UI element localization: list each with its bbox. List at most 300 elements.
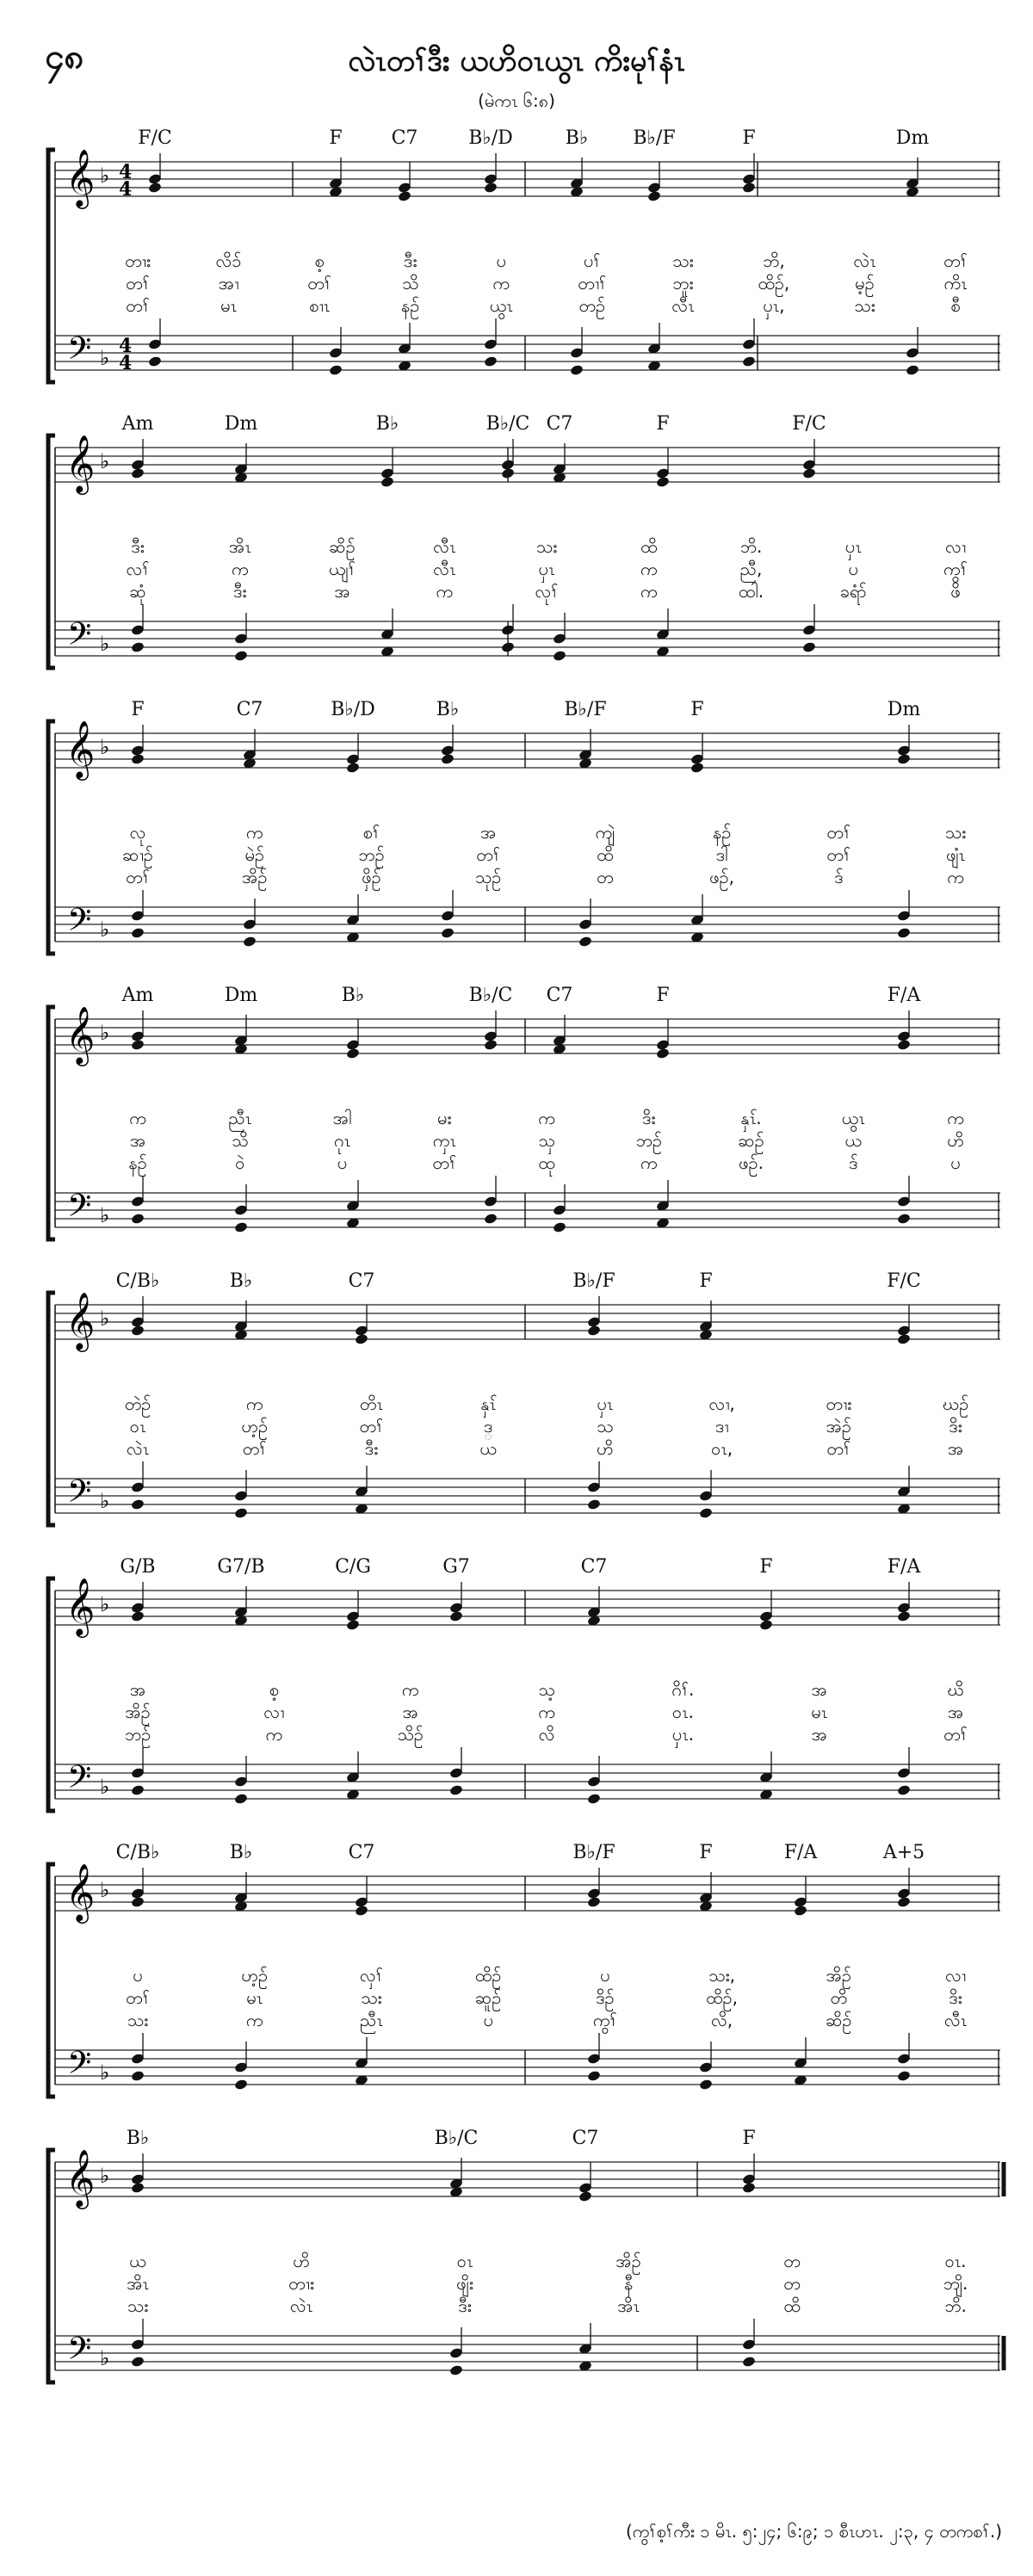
lyric-syllable: နီ: [623, 2273, 634, 2294]
lyric-syllable: ကိၤ: [943, 273, 968, 293]
lyric-syllable: တၢး: [826, 1393, 852, 1414]
lyric-syllable: တၢ်: [359, 1416, 384, 1436]
flat-sign-icon: ♭: [100, 2060, 110, 2085]
chord-symbol: B♭: [436, 699, 460, 720]
bass-notehead: [131, 1784, 145, 1796]
score-system: [43, 1842, 1007, 2117]
bass-notehead: [234, 1221, 249, 1233]
lyric-syllable: လဲၤ: [289, 2295, 313, 2316]
chord-symbol: C7: [236, 699, 263, 720]
lyric-syllable: ဒိဉ်: [596, 1987, 615, 2008]
chord-symbol: F/C: [887, 1270, 921, 1292]
lyric-syllable: က: [436, 581, 454, 602]
lyric-syllable: ဘိ.: [944, 2295, 967, 2316]
system-bracket: [48, 2150, 55, 2382]
chord-symbol: B♭/C: [486, 413, 530, 435]
lyric-syllable: ဂုၤ: [334, 1130, 350, 1151]
lyric-syllable: ဒ္: [483, 1416, 493, 1436]
treble-clef-icon: 𝄞: [65, 720, 96, 778]
chord-symbol: Dm: [887, 699, 921, 720]
lyric-syllable: နဉ်: [128, 1152, 147, 1173]
score-system: [43, 985, 1007, 1260]
chord-symbol: C7: [580, 1556, 608, 1578]
chord-symbol: C/B♭: [115, 1842, 160, 1863]
lyric-syllable: ဖိ: [950, 581, 961, 602]
lyric-syllable: ဖဉ်.: [739, 1152, 764, 1173]
chord-symbol: Dm: [224, 985, 258, 1006]
time-signature-denominator: 4: [119, 352, 133, 374]
lyric-syllable: ထု: [538, 1152, 555, 1173]
lyric-syllable: စ့: [314, 250, 325, 271]
lyric-syllable: စီ: [950, 295, 961, 316]
lyric-syllable: လၢ်: [126, 559, 150, 579]
chord-symbol: B♭: [565, 127, 589, 149]
treble-clef-icon: 𝄞: [65, 1863, 96, 1921]
lyric-syllable: ဝဲ: [235, 1152, 245, 1173]
treble-clef-icon: 𝄞: [65, 2148, 96, 2207]
lyric-syllable: က: [947, 867, 964, 887]
hymn-title: လဲၤတၢ်ဒီး ယဟိဝၤယွၤ ကိးမုၢ်နံၤ: [348, 44, 685, 78]
lyric-syllable: ဆုံ: [129, 581, 146, 602]
chord-symbol: F/C: [138, 127, 172, 149]
lyric-syllable: ဟ့ဉ်: [241, 1965, 269, 1986]
flat-sign-icon: ♭: [100, 164, 110, 188]
lyric-syllable: ဂိၢ်.: [671, 1679, 695, 1700]
lyric-syllable: ဝၤ: [129, 1416, 146, 1436]
lyric-syllable: ပှၤ.: [671, 1724, 694, 1745]
lyric-syllable: အိဉ်: [125, 1702, 151, 1722]
lyric-syllable: ဃဉ်: [942, 1393, 969, 1414]
lyric-syllable: ဟိ: [947, 1130, 964, 1151]
lyric-syllable: သး: [672, 250, 694, 271]
chord-symbol: C/B♭: [115, 1270, 160, 1292]
lyric-syllable: ဒိး: [641, 1108, 656, 1128]
staff-system-graphic: [43, 413, 1007, 689]
lyric-syllable: ဒ်: [849, 1152, 858, 1173]
bass-notehead: [234, 1793, 249, 1805]
system-bracket: [48, 1007, 55, 1239]
lyric-syllable: မၤ: [246, 1987, 263, 2008]
lyric-syllable: သုဉ်: [474, 867, 502, 887]
bass-clef-icon: 𝄢: [67, 1188, 92, 1232]
lyric-syllable: ဘဉ်: [358, 844, 385, 865]
lyric-syllable: တၢ်: [826, 1438, 851, 1459]
lyric-syllable: ကှၤ: [432, 1130, 456, 1151]
lyric-syllable: ခရံာ်: [839, 581, 867, 602]
chord-symbol: B♭/F: [572, 1270, 615, 1292]
flat-sign-icon: ♭: [100, 735, 110, 759]
lyric-syllable: စၢ်: [362, 822, 380, 843]
flat-sign-icon: ♭: [100, 2164, 110, 2188]
flat-sign-icon: ♭: [100, 449, 110, 473]
bass-notehead: [131, 1213, 145, 1225]
bass-notehead: [449, 2364, 464, 2376]
lyric-syllable: အ: [334, 581, 350, 602]
lyric-syllable: ယ: [129, 2251, 146, 2271]
lyric-syllable: တၢ်: [126, 867, 150, 887]
lyric-syllable: အိၤ: [228, 536, 251, 557]
lyric-syllable: ဒီး: [232, 581, 247, 602]
flat-sign-icon: ♭: [100, 1878, 110, 1902]
lyric-syllable: ညီၤ: [228, 1108, 252, 1128]
lyric-syllable: အ: [811, 1724, 827, 1745]
chord-symbol: F: [329, 127, 343, 149]
lyric-syllable: ပ: [950, 1152, 961, 1173]
flat-sign-icon: ♭: [100, 1775, 110, 1799]
lyric-syllable: မ့ဉ်: [855, 273, 875, 293]
lyric-syllable: စ့: [269, 1679, 279, 1700]
lyric-syllable: ယ: [844, 1130, 862, 1151]
lyric-syllable: အိၤ: [617, 2295, 640, 2316]
lyric-syllable: အ: [479, 822, 497, 843]
lyric-syllable: လၢ: [944, 536, 967, 557]
lyric-syllable: သိ: [401, 273, 419, 293]
lyric-syllable: ဝၤ: [456, 2251, 473, 2271]
lyric-syllable: ဘူး: [672, 273, 694, 293]
lyric-syllable: နှၤ်.: [740, 1108, 762, 1128]
lyric-syllable: ပ: [483, 2010, 493, 2030]
lyric-syllable: က: [265, 1724, 283, 1745]
bass-notehead: [897, 1213, 912, 1225]
lyric-syllable: သး: [944, 822, 967, 843]
lyric-syllable: ညီ,: [739, 559, 763, 579]
chord-symbol: B♭/D: [331, 699, 375, 720]
chord-symbol: B♭/F: [633, 127, 676, 149]
lyric-syllable: နဉ်: [400, 295, 420, 316]
bass-notehead: [570, 364, 585, 376]
lyric-syllable: ယျၢ်: [329, 559, 356, 579]
chord-symbol: B♭/C: [468, 985, 513, 1006]
lyric-syllable: တၢၢ်: [578, 273, 607, 293]
bass-clef-icon: 𝄢: [67, 902, 92, 946]
lyric-syllable: အ: [402, 1702, 418, 1722]
lyric-syllable: ထိ: [640, 536, 658, 557]
lyric-syllable: ပှၤ: [597, 1393, 614, 1414]
lyric-syllable: ဘဉ်: [124, 1724, 152, 1745]
lyric-syllable: ယွၤ: [489, 295, 513, 316]
lyric-syllable: ပှၤ: [538, 559, 555, 579]
lyric-syllable: ပှၤ: [844, 536, 862, 557]
chord-symbol: F/A: [783, 1842, 818, 1863]
treble-clef-icon: 𝄞: [65, 434, 96, 492]
bass-notehead: [742, 355, 757, 368]
lyric-syllable: သိ: [232, 1130, 249, 1151]
lyric-syllable: ထိဉ်: [474, 1965, 502, 1986]
lyric-syllable: ပှၤ,: [763, 295, 785, 316]
lyric-syllable: တဲဉ်: [124, 1393, 152, 1414]
lyric-syllable: မး: [436, 1108, 452, 1128]
lyric-syllable: က: [129, 1108, 146, 1128]
lyric-syllable: ပ: [848, 559, 858, 579]
lyric-syllable: တၢ်: [943, 250, 968, 271]
lyric-syllable: က: [401, 1679, 419, 1700]
lyric-syllable: ဟိ: [293, 2251, 310, 2271]
chord-symbol: F: [742, 127, 756, 149]
bass-notehead: [897, 927, 912, 939]
lyric-syllable: လုၢ်: [535, 581, 559, 602]
lyric-syllable: သး: [854, 295, 875, 316]
lyric-syllable: ဒိး: [949, 1416, 962, 1436]
lyric-syllable: ပ: [496, 250, 506, 271]
chord-symbol: F/A: [887, 985, 921, 1006]
lyric-syllable: တၢ်: [126, 1987, 150, 2008]
lyric-syllable: ဖှိဉ်: [362, 867, 381, 887]
lyric-syllable: လၢ,: [708, 1393, 735, 1414]
lyric-syllable: အိဉ်: [826, 1965, 852, 1986]
lyric-syllable: လိ: [538, 1724, 555, 1745]
lyric-syllable: က: [245, 2010, 263, 2030]
chord-symbol: G7/B: [217, 1556, 265, 1578]
lyric-syllable: လဲၤ: [853, 250, 876, 271]
treble-clef-icon: 𝄞: [65, 1291, 96, 1350]
flat-sign-icon: ♭: [100, 1489, 110, 1513]
lyric-syllable: ဒိး: [949, 1987, 962, 2008]
bass-notehead: [578, 936, 593, 948]
chord-symbol: B♭: [229, 1270, 253, 1292]
chord-symbol: G/B: [120, 1556, 156, 1578]
bass-notehead: [484, 1213, 498, 1225]
score-system: [43, 2128, 1007, 2403]
lyric-syllable: လီၤ: [433, 559, 456, 579]
lyric-syllable: ဒါ: [715, 844, 728, 865]
chord-symbol: F: [690, 699, 704, 720]
lyric-syllable: ဆိဉ်: [329, 536, 356, 557]
lyric-syllable: အဲဉ်: [826, 1416, 852, 1436]
lyric-syllable: အိၤ: [127, 2273, 149, 2294]
system-bracket: [48, 1578, 55, 1811]
bass-clef-icon: 𝄢: [67, 1759, 92, 1803]
lyric-syllable: ဖျိး: [456, 2273, 473, 2294]
lyric-syllable: က: [492, 273, 510, 293]
lyric-syllable: လီၤ: [433, 536, 456, 557]
staff-system-graphic: [43, 699, 1007, 974]
lyric-syllable: က: [640, 1152, 658, 1173]
lyric-syllable: အၢ: [218, 273, 239, 293]
lyric-syllable: ထိဉ်,: [758, 273, 790, 293]
flat-sign-icon: ♭: [100, 1203, 110, 1227]
lyric-syllable: တၢ်: [826, 822, 851, 843]
lyric-syllable: ဖျံၤ: [945, 844, 966, 865]
lyric-syllable: ဒၢ: [714, 1416, 729, 1436]
bass-notehead: [441, 927, 455, 939]
lyric-syllable: လု: [129, 822, 146, 843]
chord-symbol: C7: [348, 1842, 375, 1863]
flat-sign-icon: ♭: [100, 917, 110, 942]
bass-notehead: [897, 2070, 912, 2082]
lyric-syllable: ကွၢ်: [943, 559, 968, 579]
lyric-syllable: သ: [597, 1416, 614, 1436]
chord-symbol: Am: [121, 985, 154, 1006]
lyric-syllable: ပ: [337, 1152, 348, 1173]
bass-notehead: [553, 650, 567, 662]
chord-symbol: B♭: [229, 1842, 253, 1863]
lyric-syllable: ဘဉ်: [635, 1130, 662, 1151]
lyric-syllable: ဘျိ.: [943, 2273, 968, 2294]
lyric-syllable: တၢ်: [126, 295, 150, 316]
lyric-syllable: လီၤ: [671, 295, 695, 316]
lyric-syllable: ညီၤ: [360, 2010, 383, 2030]
lyric-syllable: တ: [783, 2273, 801, 2294]
bass-notehead: [587, 2070, 602, 2082]
chord-symbol: F/A: [887, 1556, 921, 1578]
lyric-syllable: ယွၤ: [841, 1108, 865, 1128]
lyric-syllable: ပ: [600, 1965, 610, 1986]
system-bracket: [48, 721, 55, 954]
lyric-syllable: တၢ်: [126, 273, 150, 293]
staff-system-graphic: [43, 1556, 1007, 1832]
lyric-syllable: ဒီး: [403, 250, 418, 271]
lyric-syllable: ဒီး: [458, 2295, 472, 2316]
chord-symbol: C7: [546, 985, 573, 1006]
bass-notehead: [131, 927, 145, 939]
time-signature-denominator: 4: [119, 178, 133, 201]
lyric-syllable: တ: [783, 2251, 801, 2271]
bass-notehead: [329, 364, 343, 376]
lyric-syllable: ကျဲ: [595, 822, 615, 843]
staff-system-graphic: [43, 1842, 1007, 2117]
bass-notehead: [553, 1221, 567, 1233]
lyric-syllable: သ့: [538, 1679, 555, 1700]
bass-notehead: [449, 1784, 464, 1796]
lyric-syllable: ဒီး: [364, 1438, 379, 1459]
lyric-syllable: အ: [129, 1679, 146, 1700]
time-signature-numerator: 4: [119, 161, 133, 183]
lyric-syllable: တၢ်: [432, 1152, 457, 1173]
system-bracket: [48, 1864, 55, 2097]
score-system: [43, 413, 1007, 689]
lyric-syllable: တၢ်: [307, 273, 332, 293]
chord-symbol: G7: [442, 1556, 470, 1578]
lyric-syllable: သး: [127, 2295, 149, 2316]
lyric-syllable: သိဉ်: [397, 1724, 424, 1745]
lyric-syllable: က: [640, 581, 658, 602]
flat-sign-icon: ♭: [100, 1021, 110, 1045]
lyric-syllable: အိဉ်: [241, 867, 268, 887]
bass-notehead: [131, 2356, 145, 2368]
bass-notehead: [742, 2356, 757, 2368]
treble-clef-icon: 𝄞: [65, 1577, 96, 1635]
chord-symbol: F/C: [792, 413, 826, 435]
lyric-syllable: တဉ်: [578, 295, 606, 316]
lyric-syllable: ဆၢဉ်: [122, 844, 153, 865]
bass-notehead: [699, 1507, 714, 1519]
bass-notehead: [802, 641, 817, 653]
lyric-syllable: နှၤ်: [480, 1393, 497, 1414]
bass-clef-icon: 𝄢: [67, 1473, 92, 1517]
system-bracket: [48, 150, 55, 382]
flat-sign-icon: ♭: [100, 632, 110, 656]
lyric-syllable: သှ: [538, 1130, 555, 1151]
lyric-syllable: သး,: [708, 1965, 735, 1986]
lyric-syllable: ကွၢ်: [592, 2010, 617, 2030]
chord-symbol: B♭: [126, 2128, 150, 2149]
chord-symbol: B♭/C: [434, 2128, 479, 2149]
lyric-syllable: က: [245, 822, 263, 843]
score-system: [43, 1556, 1007, 1832]
lyric-syllable: ဆိဉ်: [826, 2010, 852, 2030]
bass-notehead: [234, 2079, 249, 2091]
lyric-syllable: ဟိ: [597, 1438, 614, 1459]
lyric-syllable: ဘိ.: [739, 536, 763, 557]
chord-symbol: C7: [391, 127, 418, 149]
chord-symbol: F: [699, 1842, 713, 1863]
lyric-syllable: လၢ: [944, 1965, 967, 1986]
lyric-syllable: ဝၤ,: [711, 1438, 733, 1459]
bass-notehead: [148, 355, 163, 368]
time-signature-numerator: 4: [119, 335, 133, 357]
lyric-syllable: တၢ်: [826, 844, 851, 865]
lyric-syllable: က: [538, 1108, 555, 1128]
lyric-syllable: တၢ်: [476, 844, 501, 865]
lyric-syllable: သး: [127, 2010, 149, 2030]
lyric-syllable: က: [947, 1108, 964, 1128]
chord-symbol: B♭: [375, 413, 399, 435]
score-system: [43, 699, 1007, 974]
lyric-syllable: သး: [361, 1987, 382, 2008]
chord-symbol: A+5: [882, 1842, 925, 1863]
lyric-syllable: ဒ်: [834, 867, 844, 887]
chord-symbol: Dm: [895, 127, 930, 149]
lyric-syllable: ပၢ်: [583, 250, 601, 271]
chord-symbol: C7: [572, 2128, 599, 2149]
bass-notehead: [234, 1507, 249, 1519]
bass-notehead: [906, 364, 920, 376]
bass-notehead: [484, 355, 498, 368]
bass-clef-icon: 𝄢: [67, 330, 92, 374]
lyric-syllable: စၢၤ: [309, 295, 331, 316]
bass-notehead: [587, 1793, 602, 1805]
bass-notehead: [587, 1498, 602, 1510]
lyric-syllable: တ: [597, 867, 614, 887]
chord-symbol: F: [759, 1556, 773, 1578]
bass-clef-icon: 𝄢: [67, 2331, 92, 2375]
chord-symbol: F: [699, 1270, 713, 1292]
lyric-syllable: လိၥ်: [215, 250, 242, 271]
bass-notehead: [243, 936, 257, 948]
lyric-syllable: က: [640, 559, 658, 579]
lyric-syllable: တၢး: [288, 2273, 314, 2294]
lyric-syllable: တိၤ: [359, 1393, 383, 1414]
lyric-syllable: ပ: [133, 1965, 143, 1986]
bass-notehead: [131, 1498, 145, 1510]
bass-clef-icon: 𝄢: [67, 616, 92, 660]
lyric-syllable: တိ: [830, 1987, 848, 2008]
chord-symbol: B♭: [341, 985, 365, 1006]
lyric-syllable: နဉ်: [712, 822, 732, 843]
lyric-syllable: လဲၤ: [126, 1438, 150, 1459]
lyric-syllable: ဝၤ.: [944, 2251, 967, 2271]
lyric-syllable: ဆူဉ်: [474, 1987, 502, 2008]
lyric-syllable: အါ: [332, 1108, 352, 1128]
lyric-syllable: အ: [811, 1679, 827, 1700]
chord-symbol: C/G: [335, 1556, 371, 1578]
lyric-syllable: တၢ်: [242, 1438, 267, 1459]
flat-sign-icon: ♭: [100, 346, 110, 370]
lyric-syllable: က: [245, 1393, 263, 1414]
chord-symbol: B♭/F: [572, 1842, 615, 1863]
chord-symbol: Am: [121, 413, 154, 435]
cross-references: (ကွၢ်စ့ၢ်ကီး ၁ မိၤ. ၅:၂၄; ၆:၉; ၁ စီၤဟၤ. ၂:၃, ၄ တကစၢ်.): [625, 2521, 1002, 2542]
lyric-syllable: သး: [535, 536, 558, 557]
page-number: ၄၈: [45, 37, 84, 77]
lyric-syllable: လှၢ်: [359, 1965, 383, 1986]
system-bracket: [48, 436, 55, 668]
bass-notehead: [131, 2070, 145, 2082]
lyric-syllable: မၤ: [220, 295, 238, 316]
lyric-syllable: တၢ်: [943, 1724, 968, 1745]
chord-symbol: F: [656, 413, 670, 435]
bass-notehead: [897, 1784, 912, 1796]
